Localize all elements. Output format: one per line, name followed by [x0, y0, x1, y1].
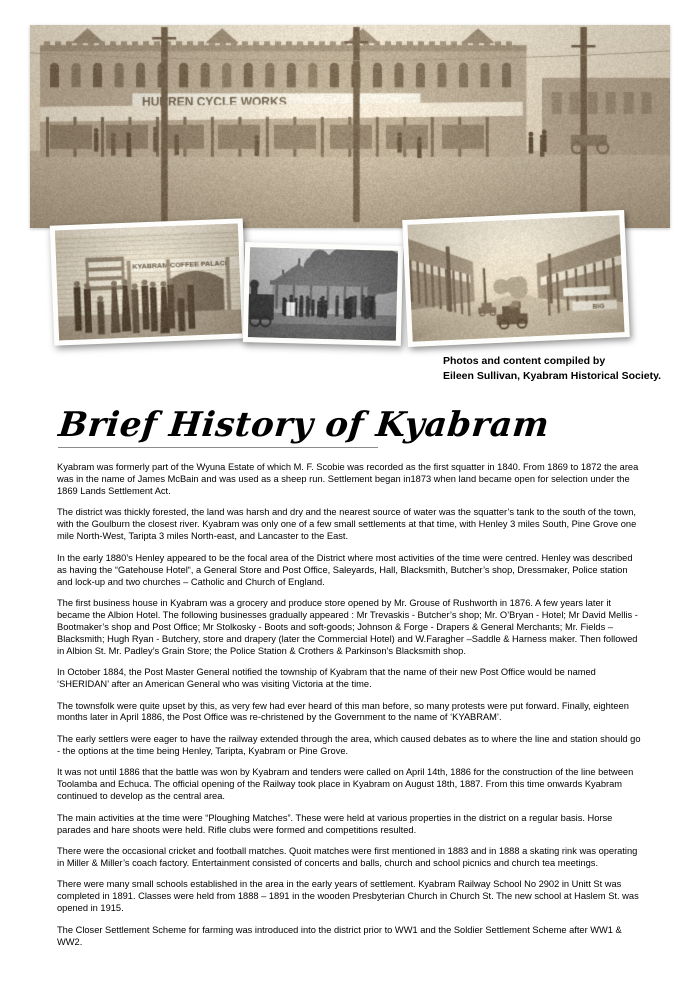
photo-credit-line-2: Eileen Sullivan, Kyabram Historical Society.: [443, 370, 662, 383]
article-paragraph: The district was thickly forested, the land was harsh and dry and the nearest source of water was the squatter’s tank to the south of the town, with the Goulburn the closest river. Kyabram was only one of a few small settlements at that time, with Henley 3 miles South, Pine Grove one mile North-West, Taripta 3 miles North-east, and Lancaster to the East.: [57, 507, 637, 542]
page-title: [56, 405, 657, 445]
article-paragraph: The townsfolk were quite upset by this, as very few had ever heard of this man before, so many protests were put forward. Finally, eighteen months later in April 1886, the Post Office was re-christened by the Government to the name of ‘KYABRAM’.: [57, 700, 629, 723]
article-paragraph: The Closer Settlement Scheme for farming was introduced into the district prior to WW1 and the Soldier Settlement Scheme after WW1 & WW2.: [57, 924, 622, 947]
article-paragraph: The main activities at the time were “Ploughing Matches”. These were held at various properties in the district on a regular basis. Horse parades and hare shoots were held. Rifle clubs were formed and competitions resulted.: [57, 812, 613, 835]
title-underline-rule: [58, 447, 378, 448]
article-paragraph: Kyabram was formerly part of the Wyuna Estate of which M. F. Scobie was recorded as the first squatter in 1840. From 1869 to 1872 the area was in the name of James McBain and was used as a sheep run. Settlement began in1873 when land became open for selection under the 1869 Lands Settlement Act.: [57, 462, 639, 496]
photo-railway-station-opening: [243, 242, 403, 346]
photo-street-with-motor-cars: [402, 210, 630, 347]
photo-kyabram-coffee-palace: [50, 218, 247, 345]
article-paragraph: In the early 1880’s Henley appeared to be the focal area of the District where most activities of the time were centred. Henley was described as having the “Gatehouse Hotel“, a General Store and Post Office, Saleyards, Hall, Blacksmith, Butcher’s shop, Dressmaker, Police station and lock-up and two churches – Catholic and Church of England.: [57, 552, 633, 587]
page-title-text: Brief History of Kyabram: [56, 405, 552, 445]
article-paragraph: The first business house in Kyabram was a grocery and produce store opened by Mr. Grouse of Rushworth in 1876. A few years later it became the Albion Hotel. The following businesses gradually appeared : Mr Trevaskis - Butcher’s shop; Mr. O’Bryan - Hotel; Mr David Mellis - Bootmaker’s shop and Post Office; Mr Stolkosky - Boots and soft-goods; Johnson & Forge - Drapers & General Merchants; Mr. Fields – Blacksmith; Hugh Ryan - Butchery, store and drapery (later the Commercial Hotel) and W.Faragher –Saddle & Harness maker. Then followed in Albion St. Mr. Padley’s Grain Store; the Police Station & Crothers & Parkinson’s Blacksmith shop.: [57, 597, 638, 656]
photo-credit: [443, 354, 693, 384]
article-paragraph: There were many small schools established in the area in the early years of settlement. Kyabram Railway School No 2902 in Unitt St was completed in 1891. Classes were held from 1888 – 1891 in the wooden Presbyterian Church in Church St. The new school at Haslem St. was opened in 1915.: [57, 879, 639, 914]
street-with-motor-cars-image: [407, 215, 624, 341]
main-street-panorama-image: [30, 25, 670, 228]
photo-collage: [0, 0, 700, 400]
article-body: [57, 462, 643, 958]
article-paragraph: There were the occasional cricket and football matches. Quoit matches were first mentioned in 1883 and in 1888 a skating rink was operating in Miller & Miller’s coach factory. Entertainment consisted of concerts and balls, church and school picnics and church tea meetings.: [57, 845, 638, 868]
article-paragraph: In October 1884, the Post Master General notified the township of Kyabram that the name of their new Post Office would be named ‘SHERIDAN’ after an American General who was visiting Victoria at the time.: [57, 667, 596, 690]
photo-main-street-panorama: [30, 25, 670, 228]
photo-credit-line-1: Photos and content compiled by: [443, 355, 606, 367]
article-paragraph: It was not until 1886 that the battle was won by Kyabram and tenders were called on April 14th, 1886 for the construction of the line between Toolamba and Echuca. The official opening of the Railway took place in Kyabram on August 18th, 1887. From this time onwards Kyabram continued to develop as the central area.: [57, 767, 634, 802]
article-paragraph: The early settlers were eager to have the railway extended through the area, which caused debates as to where the line and station should go - the options at the time being Henley, Taripta, Kyabram or Pine Grove.: [57, 733, 641, 756]
kyabram-coffee-palace-image: [55, 224, 242, 341]
railway-station-opening-image: [248, 247, 398, 341]
